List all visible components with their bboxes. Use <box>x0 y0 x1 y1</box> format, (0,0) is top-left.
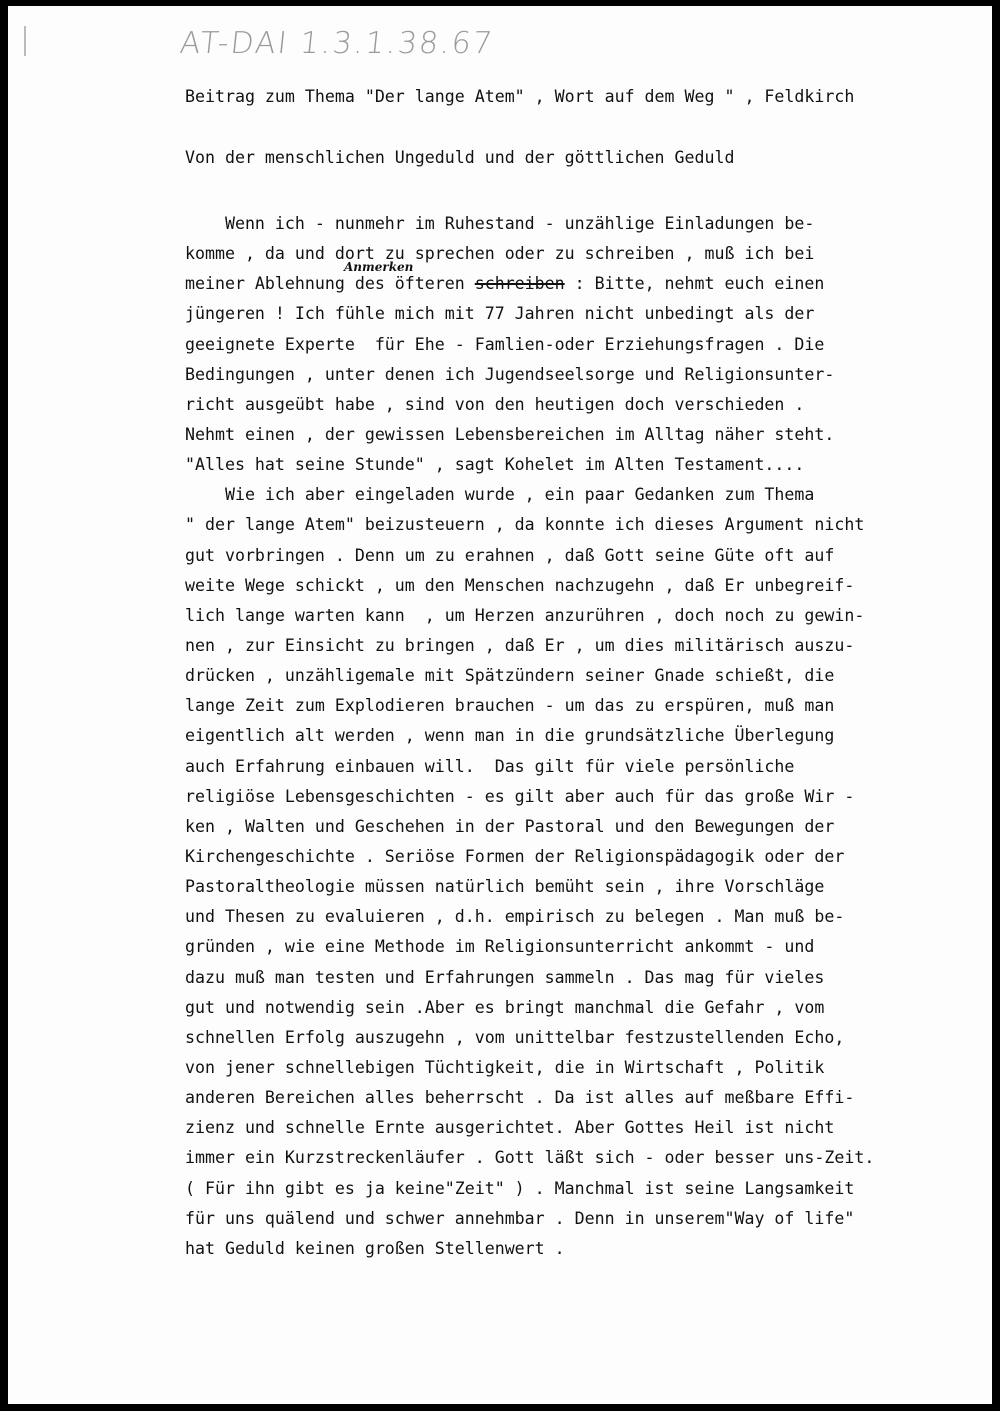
body-line: religiöse Lebensgeschichten - es gilt aber auch für das große Wir - <box>185 786 855 806</box>
body-line: dazu muß man testen und Erfahrungen sammeln . Das mag für vieles <box>185 967 825 987</box>
handwritten-correction: Anmerken <box>344 260 414 274</box>
document-heading: Von der menschlichen Ungeduld und der göttlichen Geduld <box>185 148 735 167</box>
body-line: schnellen Erfolg auszugehn , vom unittelbar festzustellenden Echo, <box>185 1027 845 1047</box>
body-line: geeignete Experte für Ehe - Famlien-oder Erziehungsfragen . Die <box>185 334 825 354</box>
document-page <box>8 6 992 1404</box>
body-line: hat Geduld keinen großen Stellenwert . <box>185 1238 565 1258</box>
body-line: drücken , unzähligemale mit Spätzündern seiner Gnade schießt, die <box>185 666 835 686</box>
archive-id-handwritten: AT-DAI 1.3.1.38.67 <box>178 26 496 61</box>
body-line: Kirchengeschichte . Seriöse Formen der Religionspädagogik oder der <box>185 846 845 866</box>
body-line: Wie ich aber eingeladen wurde , ein paar Gedanken zum Thema <box>185 485 815 505</box>
body-line: gut vorbringen . Denn um zu erahnen , daß Gott seine Güte oft auf <box>185 545 835 565</box>
body-line: gründen , wie eine Methode im Religionsunterricht ankommt - und <box>185 937 815 957</box>
body-line: lange Zeit zum Explodieren brauchen - um das zu erspüren, muß man <box>185 696 835 716</box>
body-line: Wenn ich - nunmehr im Ruhestand - unzählige Einladungen be- <box>185 214 815 233</box>
body-line: ken , Walten und Geschehen in der Pastoral und den Bewegungen der <box>185 816 835 836</box>
body-line: komme , da und dort zu sprechen oder zu schreiben , muß ich bei <box>185 244 815 264</box>
body-line: lich lange warten kann , um Herzen anzurühren , doch noch zu gewin- <box>185 605 865 625</box>
body-line: ( Für ihn gibt es ja keine"Zeit" ) . Manchmal ist seine Langsamkeit <box>185 1178 855 1198</box>
body-line: immer ein Kurzstreckenläufer . Gott läßt sich - oder besser uns-Zeit. <box>185 1148 875 1168</box>
body-line: eigentlich alt werden , wenn man in die grundsätzliche Überlegung <box>185 726 835 746</box>
title-line: Beitrag zum Thema "Der lange Atem" , Wort auf dem Weg " , Feldkirch <box>185 87 855 106</box>
body-line: "Alles hat seine Stunde" , sagt Kohelet im Alten Testament.... <box>185 455 805 475</box>
body-line: richt ausgeübt habe , sind von den heutigen doch verschieden . <box>185 394 805 414</box>
body-line: Pastoraltheologie müssen natürlich bemüht sein , ihre Vorschläge <box>185 877 825 897</box>
body-line: gut und notwendig sein .Aber es bringt manchmal die Gefahr , vom <box>185 997 825 1017</box>
body-line: zienz und schnelle Ernte ausgerichtet. Aber Gottes Heil ist nicht <box>185 1118 835 1138</box>
body-line: " der lange Atem" beizusteuern , da konnte ich dieses Argument nicht <box>185 515 865 535</box>
line-segment: : Bitte, nehmt euch einen <box>564 274 825 294</box>
struck-word: schreiben <box>474 274 565 294</box>
body-line: von jener schnellebigen Tüchtigkeit, die in Wirtschaft , Politik <box>185 1057 825 1077</box>
line-segment: meiner Ablehnung des öfteren <box>185 274 475 294</box>
body-line: auch Erfahrung einbauen will. Das gilt für viele persönliche <box>185 756 795 776</box>
scan-edge-mark <box>24 26 26 56</box>
body-line-with-correction <box>185 269 874 299</box>
body-line: anderen Bereichen alles beherrscht . Da ist alles auf meßbare Effi- <box>185 1088 855 1108</box>
body-line: jüngeren ! Ich fühle mich mit 77 Jahren nicht unbedingt als der <box>185 304 815 324</box>
body-line: nen , zur Einsicht zu bringen , daß Er , um dies militärisch auszu- <box>185 635 855 655</box>
body-line: weite Wege schickt , um den Menschen nachzugehn , daß Er unbegreif- <box>185 575 855 595</box>
body-text <box>185 209 874 1264</box>
body-line: und Thesen zu evaluieren , d.h. empirisch zu belegen . Man muß be- <box>185 907 845 927</box>
body-line: für uns quälend und schwer annehmbar . Denn in unserem"Way of life" <box>185 1208 855 1228</box>
body-line: Bedingungen , unter denen ich Jugendseelsorge und Religionsunter- <box>185 364 835 384</box>
body-line: Nehmt einen , der gewissen Lebensbereichen im Alltag näher steht. <box>185 424 835 444</box>
